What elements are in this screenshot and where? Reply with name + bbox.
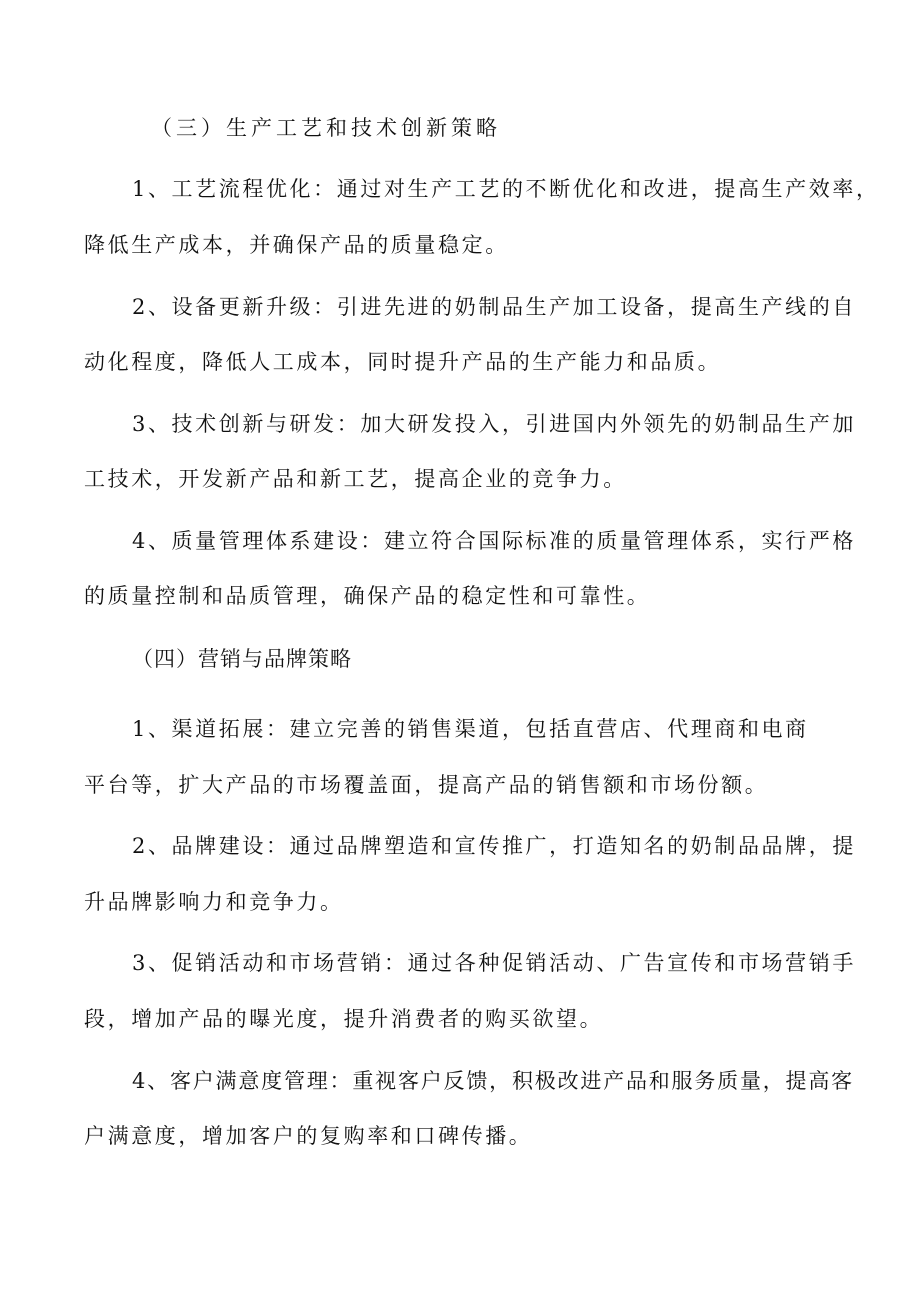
section-3-item-3-line-1: 3、技术创新与研发：加大研发投入，引进国内外领先的奶制品生产加: [132, 412, 856, 436]
section-4-item-4-line-1: 4、客户满意度管理：重视客户反馈，积极改进产品和服务质量，提高客: [132, 1069, 854, 1093]
section-4-item-2-line-1: 2、品牌建设：通过品牌塑造和宣传推广，打造知名的奶制品品牌，提: [132, 834, 856, 858]
section-4-heading: （四）营销与品牌策略: [132, 647, 352, 671]
section-3-item-1-line-2: 降低生产成本，并确保产品的质量稳定。: [84, 233, 509, 257]
section-4-item-3-line-1: 3、促销活动和市场营销：通过各种促销活动、广告宣传和市场营销手: [132, 951, 856, 975]
section-3-item-4-line-2: 的质量控制和品质管理，确保产品的稳定性和可靠性。: [84, 584, 651, 608]
section-3-item-2-line-1: 2、设备更新升级：引进先进的奶制品生产加工设备，提高生产线的自: [132, 295, 856, 319]
section-4-item-3-line-2: 段，增加产品的曝光度，提升消费者的购买欲望。: [84, 1007, 604, 1031]
section-4-item-4-line-2: 户满意度，增加客户的复购率和口碑传播。: [84, 1124, 533, 1148]
section-3-item-4-line-1: 4、质量管理体系建设：建立符合国际标准的质量管理体系，实行严格: [132, 529, 856, 553]
section-3-heading: （三）生产工艺和技术创新策略: [151, 116, 501, 140]
section-3-item-3-line-2: 工技术，开发新产品和新工艺，提高企业的竞争力。: [84, 467, 627, 491]
section-3-item-2-line-2: 动化程度，降低人工成本，同时提升产品的生产能力和品质。: [84, 350, 722, 374]
section-4-item-2-line-2: 升品牌影响力和竞争力。: [84, 890, 344, 914]
section-3-item-1-line-1: 1、工艺流程优化：通过对生产工艺的不断优化和改进，提高生产效率，: [132, 177, 880, 201]
section-4-item-1-line-1: 1、渠道拓展：建立完善的销售渠道，包括直营店、代理商和电商: [132, 717, 809, 741]
section-4-item-1-line-2: 平台等，扩大产品的市场覆盖面，提高产品的销售额和市场份额。: [84, 773, 769, 797]
